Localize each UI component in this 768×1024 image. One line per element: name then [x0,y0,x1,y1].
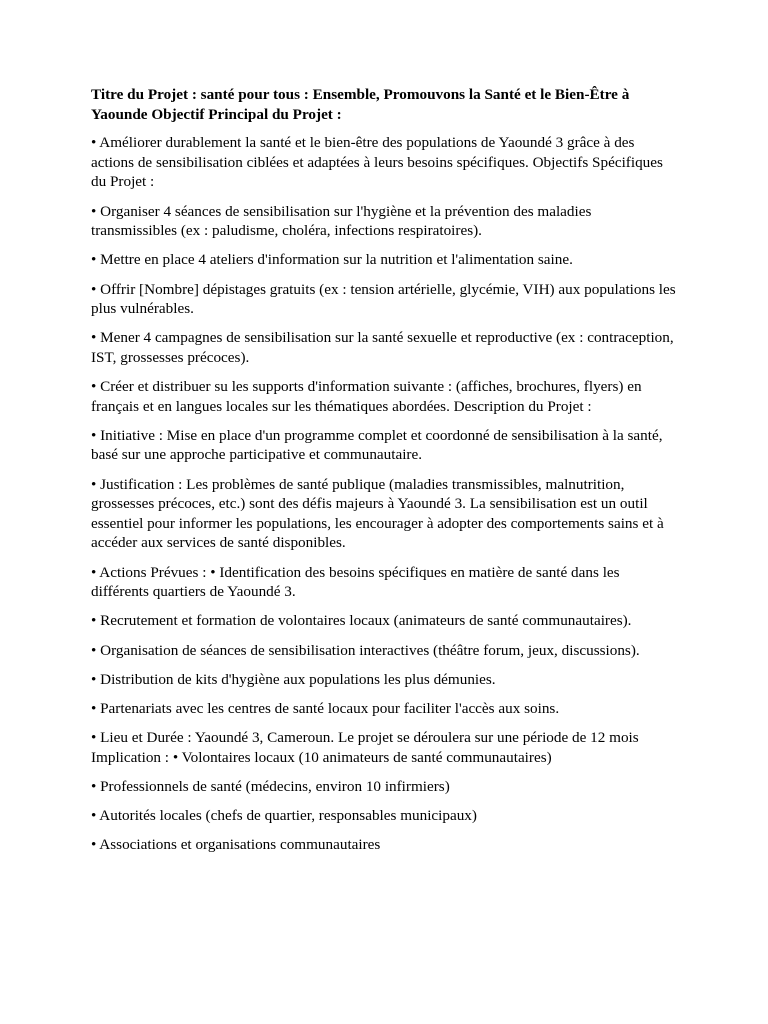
paragraph: • Mettre en place 4 ateliers d'information sur la nutrition et l'alimentation saine. [91,251,573,269]
paragraph: • Améliorer durablement la santé et le bien-être des populations de Yaoundé 3 grâce à des actions de sensibilisation ciblées et adaptées à leurs besoins spécifiques. Objectifs Spécifiques du Projet : [91,134,663,191]
document-body [91,133,681,855]
paragraph: • Mener 4 campagnes de sensibilisation sur la santé sexuelle et reproductive (ex : contraception, IST, grossesses précoces). [91,329,674,366]
paragraph: • Distribution de kits d'hygiène aux populations les plus démunies. [91,670,496,688]
paragraph: • Créer et distribuer su les supports d'information suivante : (affiches, brochures, flyers) en français et en langues locales sur les thématiques abordées. Description du Projet : [91,378,642,415]
paragraph: • Professionnels de santé (médecins, environ 10 infirmiers) [91,777,450,795]
paragraph: • Organisation de séances de sensibilisation interactives (théâtre forum, jeux, discussions). [91,641,640,659]
paragraph: • Associations et organisations communautaires [91,836,381,854]
paragraph: • Recrutement et formation de volontaires locaux (animateurs de santé communautaires). [91,612,632,630]
paragraph: • Autorités locales (chefs de quartier, responsables municipaux) [91,807,477,825]
paragraph: • Offrir [Nombre] dépistages gratuits (ex : tension artérielle, glycémie, VIH) aux populations les plus vulnérables. [91,280,676,318]
paragraph: • Justification : Les problèmes de santé publique (maladies transmissibles, malnutrition, grossesses précoces, etc.) sont des défis majeurs à Yaoundé 3. La sensibilisation est un outil essentiel pour informer les populations, les encourager à adopter des comportements sains et à accéder aux services de santé disponibles. [91,475,664,552]
paragraph: • Actions Prévues : • Identification des besoins spécifiques en matière de santé dans les différents quartiers de Yaoundé 3. [91,563,620,601]
document-page [91,85,681,865]
project-title: Titre du Projet : santé pour tous : Ensemble, Promouvons la Santé et le Bien-Être à Yaounde Objectif Principal du Projet : [91,86,630,123]
paragraph: • Organiser 4 séances de sensibilisation sur l'hygiène et la prévention des maladies transmissibles (ex : paludisme, choléra, infections respiratoires). [91,202,592,240]
paragraph: • Lieu et Durée : Yaoundé 3, Cameroun. Le projet se déroulera sur une période de 12 mois Implication : • Volontaires locaux (10 animateurs de santé communautaires) [91,729,639,766]
paragraph: • Initiative : Mise en place d'un programme complet et coordonné de sensibilisation à la santé, basé sur une approche participative et communautaire. [91,426,663,464]
paragraph: • Partenariats avec les centres de santé locaux pour faciliter l'accès aux soins. [91,699,560,717]
